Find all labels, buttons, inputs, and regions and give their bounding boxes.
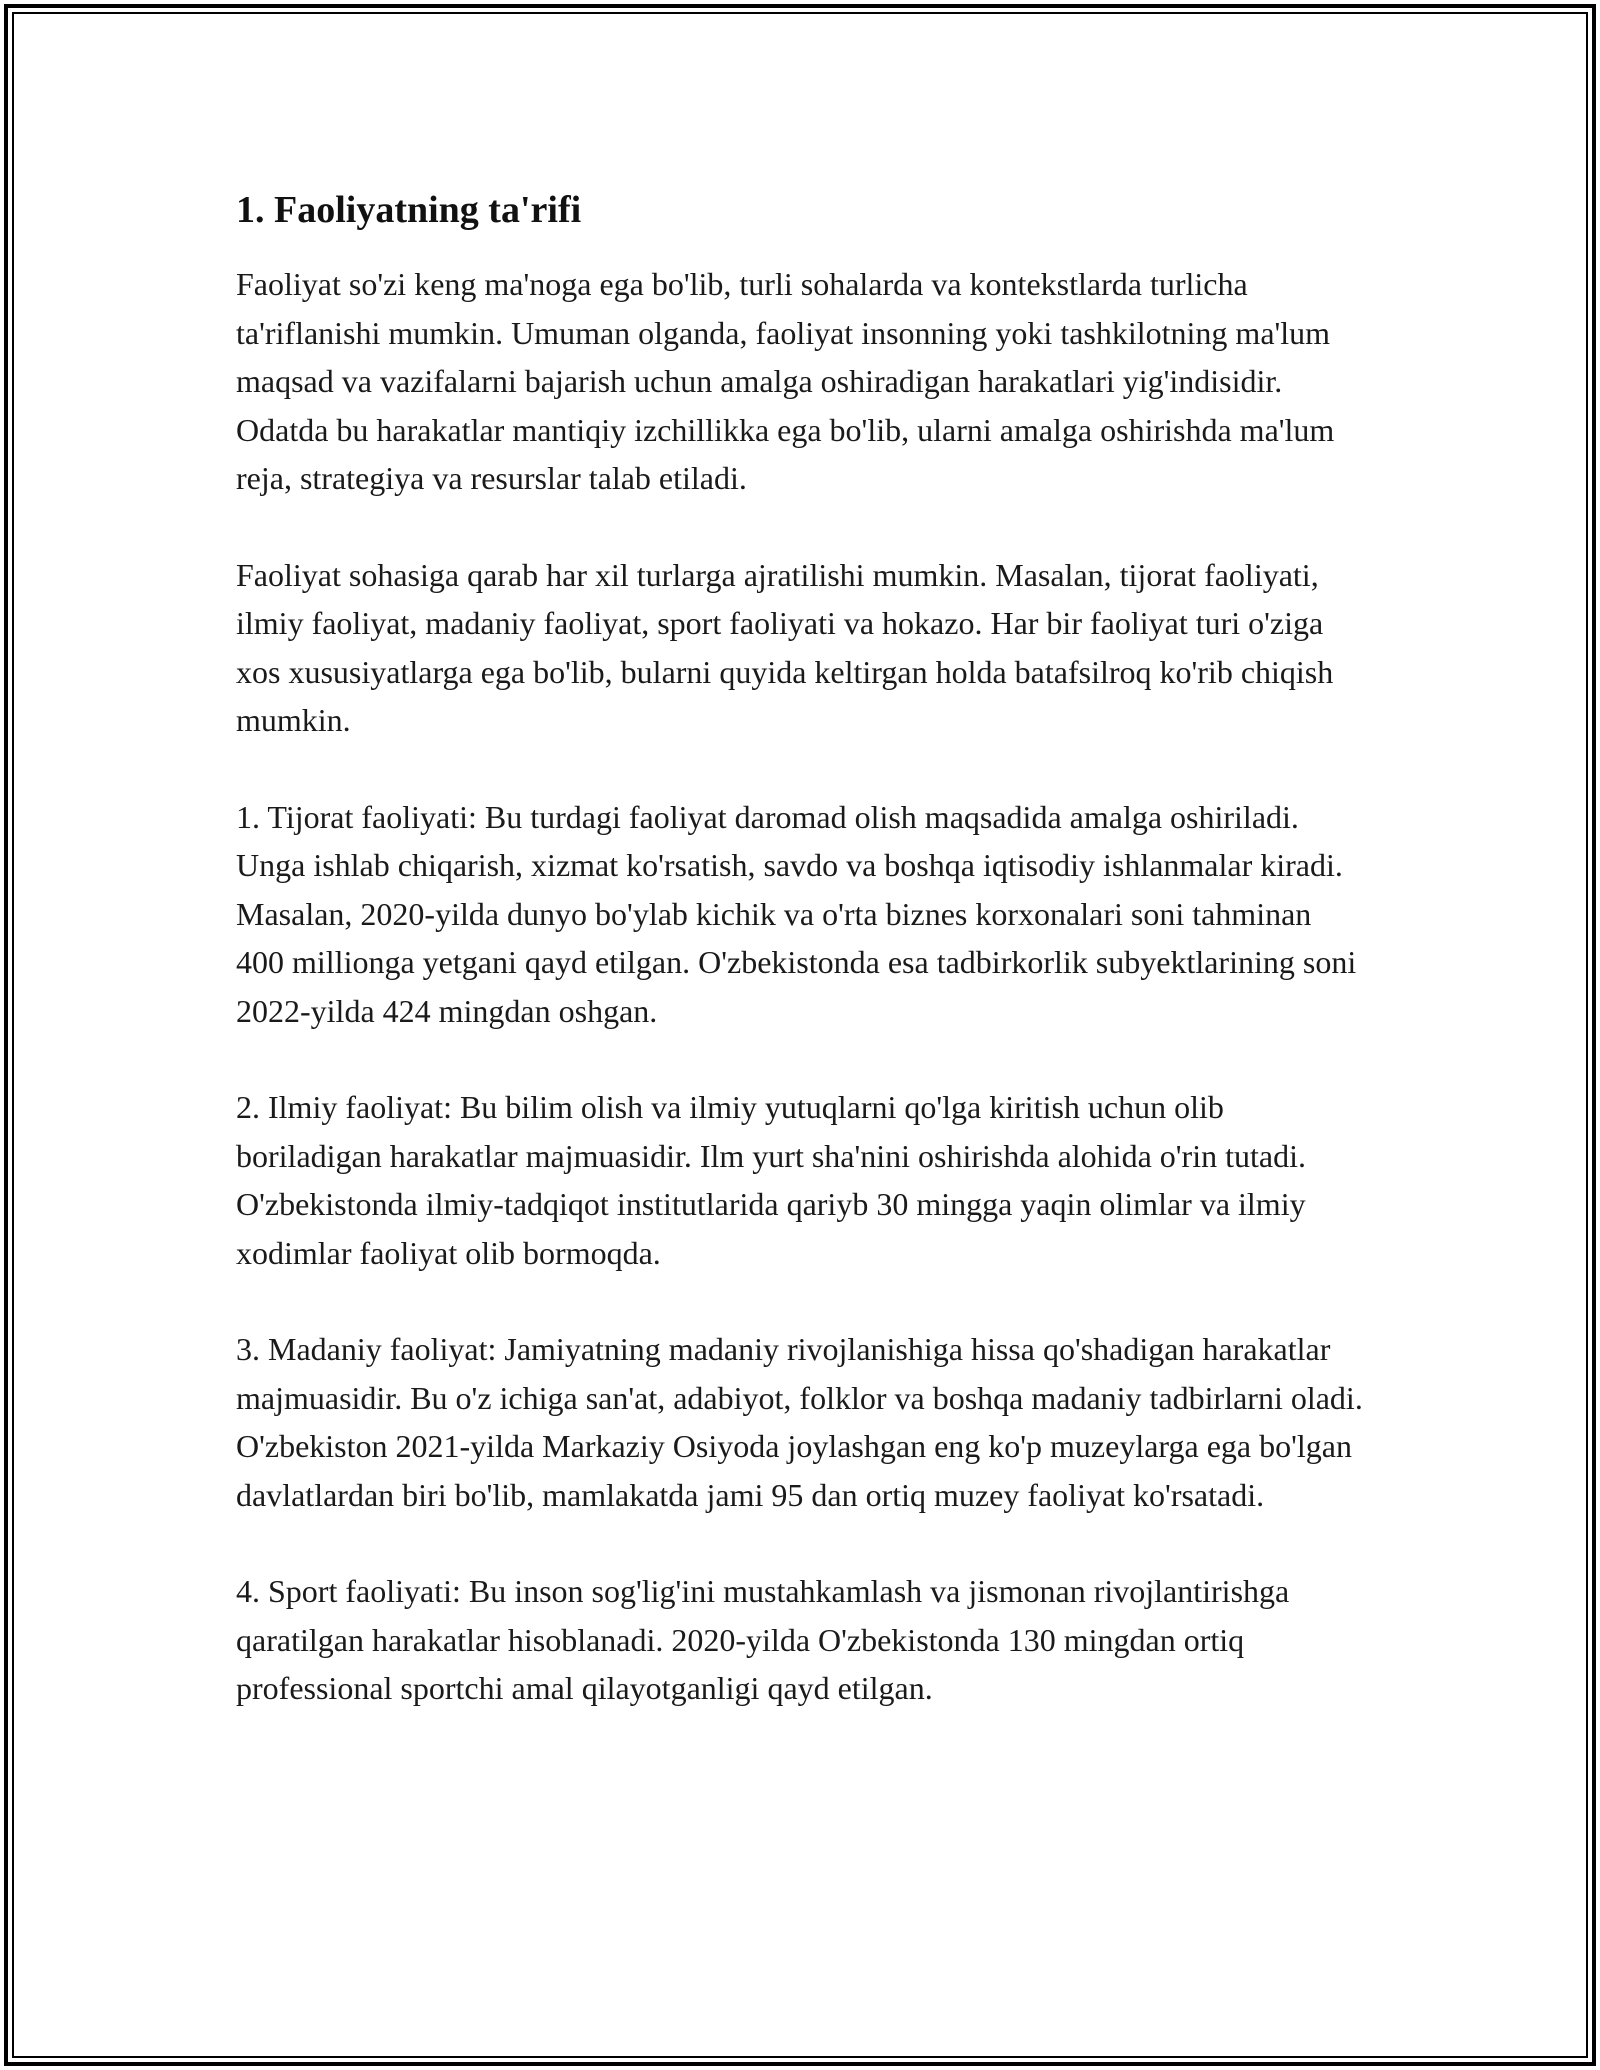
section-heading: 1. Faoliyatning ta'rifi [236,189,582,231]
paragraph-types-intro: Faoliyat sohasiga qarab har xil turlarga ajratilishi mumkin. Masalan, tijorat faoliyati, ilmiy faoliyat, madaniy faoliyat, sport faoliyati va hokazo. Har bir faoliyat turi o'ziga xos xususiyatlarga ega bo'lib, bularni quyida keltirgan holda batafsilroq ko'rib chiqish mumkin. [236,556,1334,738]
paragraph-commercial-activity: 1. Tijorat faoliyati: Bu turdagi faoliyat daromad olish maqsadida amalga oshiriladi. Unga ishlab chiqarish, xizmat ko'rsatish, savdo va boshqa iqtisodiy ishlanmalar kiradi. Masalan, 2020-yilda dunyo bo'ylab kichik va o'rta biznes korxonalari soni tahminan 400 millionga yetgani qayd etilgan. O'zbekistonda esa tadbirkorlik subyektlarining soni 2022-yilda 424 mingdan oshgan. [236,798,1357,1029]
paragraph-cultural-activity: 3. Madaniy faoliyat: Jamiyatning madaniy rivojlanishiga hissa qo'shadigan harakatlar majmuasidir. Bu o'z ichiga san'at, adabiyot, folklor va boshqa madaniy tadbirlarni oladi. O'zbekiston 2021-yilda Markaziy Osiyoda joylashgan eng ko'p muzeylarga ega bo'lgan davlatlardan biri bo'lib, mamlakatda jami 95 dan ortiq muzey faoliyat ko'rsatadi. [236,1331,1363,1513]
document-body [236,186,1364,1761]
paragraph-definition: Faoliyat so'zi keng ma'noga ega bo'lib, turli sohalarda va kontekstlarda turlicha ta'riflanishi mumkin. Umuman olganda, faoliyat insonning yoki tashkilotning ma'lum maqsad va vazifalarni bajarish uchun amalga oshiradigan harakatlari yig'indisidir. Odatda bu harakatlar mantiqiy izchillikka ega bo'lib, ularni amalga oshirishda ma'lum reja, strategiya va resurslar talab etiladi. [236,266,1335,496]
paragraph-sport-activity: 4. Sport faoliyati: Bu inson sog'lig'ini mustahkamlash va jismonan rivojlantirishga qaratilgan harakatlar hisoblanadi. 2020-yilda O'zbekistonda 130 mingdan ortiq professional sportchi amal qilayotganligi qayd etilgan. [236,1573,1290,1706]
paragraph-scientific-activity: 2. Ilmiy faoliyat: Bu bilim olish va ilmiy yutuqlarni qo'lga kiritish uchun olib boriladigan harakatlar majmuasidir. Ilm yurt sha'nini oshirishda alohida o'rin tutadi. O'zbekistonda ilmiy-tadqiqot institutlarida qariyb 30 mingga yaqin olimlar va ilmiy xodimlar faoliyat olib bormoqda. [236,1089,1306,1271]
